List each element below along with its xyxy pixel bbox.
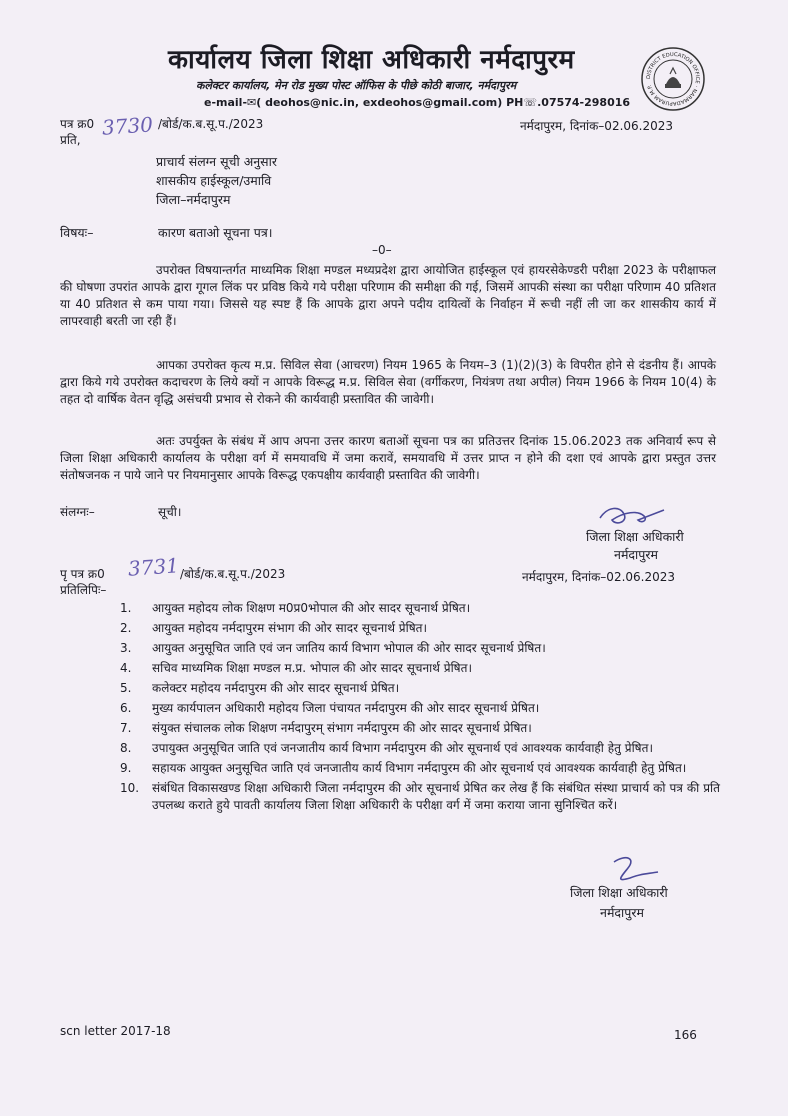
list-item-text: सचिव माध्यमिक शिक्षा मण्डल म.प्र. भोपाल की ओर सादर सूचनार्थ प्रेषित। bbox=[152, 661, 472, 675]
copy-ref-prefix: पृ पत्र क्र0 bbox=[60, 567, 105, 581]
to-label: प्रति, bbox=[60, 133, 81, 147]
list-item-text: आयुक्त महोदय नर्मदापुरम संभाग की ओर सादर सूचनार्थ प्रेषित। bbox=[152, 621, 428, 635]
recipient-line: शासकीय हाईस्कूल/उमावि bbox=[156, 173, 272, 188]
list-item bbox=[120, 720, 720, 737]
enclosure-text: सूची। bbox=[158, 505, 182, 519]
letter-date: नर्मदापुरम, दिनांक–02.06.2023 bbox=[520, 119, 674, 133]
list-item-number: 1. bbox=[120, 601, 132, 615]
list-item-number: 6. bbox=[120, 701, 132, 715]
enclosure-label: संलग्नः– bbox=[60, 505, 95, 519]
list-item-number: 5. bbox=[120, 681, 132, 695]
list-item-number: 8. bbox=[120, 741, 132, 755]
recipient-line: जिला–नर्मदापुरम bbox=[156, 192, 231, 207]
letter-ref-handwritten: 3730 bbox=[101, 112, 154, 140]
list-item bbox=[120, 600, 720, 617]
office-title: कार्यालय जिला शिक्षा अधिकारी नर्मदापुरम bbox=[168, 45, 575, 75]
list-item-number: 2. bbox=[120, 621, 132, 635]
copy-label: प्रतिलिपिः– bbox=[60, 583, 107, 597]
copy-ref-handwritten: 3731 bbox=[127, 553, 180, 581]
list-item-text: संयुक्त संचालक लोक शिक्षण नर्मदापुरम् संभाग नर्मदापुरम की ओर सादर सूचनार्थ प्रेषित। bbox=[152, 721, 532, 735]
list-item-text: कलेक्टर महोदय नर्मदापुरम की ओर सादर सूचनार्थ प्रेषित। bbox=[152, 681, 400, 695]
seal-text: DISTRICT EDUCATION OFFICE · NARMADAPURAM M.P. bbox=[645, 51, 701, 107]
copy-ref-suffix: /बोर्ड/क.ब.सू.प./2023 bbox=[180, 567, 286, 581]
subject-label: विषयः– bbox=[60, 225, 94, 240]
list-item-text: सहायक आयुक्त अनुसूचित जाति एवं जनजातीय कार्य विभाग नर्मदापुरम की ओर सूचनार्थ एवं आवश्यक कार्यवाही हेतु प्रेषित। bbox=[152, 761, 687, 775]
office-address: कलेक्टर कार्यालय, मेन रोड मुख्य पोस्ट ऑफिस के पीछे कोठी बाजार, नर्मदापुरम bbox=[196, 79, 517, 92]
body-paragraph: उपरोक्त विषयान्तर्गत माध्यमिक शिक्षा मण्डल मध्यप्रदेश द्वारा आयोजित हाईस्कूल एवं हायरसेकेण्डरी परीक्षा 2023 के परीक्षाफल की घोषणा उपरांत आपके द्वारा गूगल लिंक पर प्रविष्ठ किये गये परीक्षा परिणाम की समीक्षा की गई, जिसमें आपकी संस्था का परीक्षा परिणाम 40 प्रतिशत या 40 प्रतिशत से कम पाया गया। जिससे यह स्पष्ट हैं कि आपके द्वारा अपने पदीय दायित्वों के निर्वाहन में रूची नहीं ली जा कर शासकीय कार्य में लापरवाही बरती जा रही हैं। bbox=[60, 263, 716, 328]
list-item-text: संबंधित विकासखण्ड शिक्षा अधिकारी जिला नर्मदापुरम की ओर सूचनार्थ प्रेषित कर लेख हैं कि संबंधित संस्था प्राचार्य को पत्र की प्रति उपलब्ध कराते हुये पावती कार्यालय जिला शिक्षा अधिकारी के परीक्षा वर्ग में जमा कराया जाना सुनिश्चित करें। bbox=[152, 781, 720, 812]
list-item bbox=[120, 780, 720, 814]
letter-ref-prefix: पत्र क्र0 bbox=[60, 117, 95, 131]
list-item-number: 4. bbox=[120, 661, 132, 675]
recipient-line: प्राचार्य संलग्न सूची अनुसार bbox=[156, 154, 277, 169]
list-item bbox=[120, 660, 720, 677]
signature-place: नर्मदापुरम bbox=[614, 547, 658, 562]
signature bbox=[606, 852, 666, 888]
list-item bbox=[120, 640, 720, 657]
list-item-number: 3. bbox=[120, 641, 132, 655]
list-item-number: 9. bbox=[120, 761, 132, 775]
signature-place: नर्मदापुरम bbox=[600, 905, 644, 920]
body-paragraph: आपका उपरोक्त कृत्य म.प्र. सिविल सेवा (आचरण) नियम 1965 के नियम–3 (1)(2)(3) के विपरीत होने से दंडनीय हैं। आपके द्वारा किये गये उपरोक्त कदाचरण के लिये क्यों न आपके विरूद्ध म.प्र. सिविल सेवा (वर्गीकरण, नियंत्रण तथा अपील) नियम 1966 के नियम 10(4) के तहत दो वार्षिक वेतन वृद्धि असंचयी प्रभाव से रोकने की कार्यवाही प्रस्तावित की जावेगी। bbox=[60, 358, 716, 406]
list-item-number: 10. bbox=[120, 781, 140, 795]
list-item-text: मुख्य कार्यपालन अधिकारी महोदय जिला पंचायत नर्मदापुरम की ओर सादर सूचनार्थ प्रेषित। bbox=[152, 701, 540, 715]
list-item-text: उपायुक्त अनुसूचित जाति एवं जनजातीय कार्य विभाग नर्मदापुरम की ओर सूचनार्थ एवं आवश्यक कार्यवाही हेतु प्रेषित। bbox=[152, 741, 654, 755]
body-paragraph: अतः उपर्युक्त के संबंध में आप अपना उत्तर कारण बताओं सूचना पत्र का प्रतिउत्तर दिनांक 15.06.2023 तक अनिवार्य रूप से जिला शिक्षा अधिकारी कार्यालय के परीक्षा वर्ग में समयावधि में जमा करावें, समयावधि में उत्तर प्राप्त न होने की दशा एवं आपके द्वारा प्रस्तुत उत्तर संतोषजनक न पाये जाने पर नियमानुसार आपके विरूद्ध एकपक्षीय कार्यवाही प्रस्तावित की जावेगी। bbox=[60, 434, 716, 482]
signature-title: जिला शिक्षा अधिकारी bbox=[570, 885, 668, 900]
list-item bbox=[120, 760, 720, 777]
page-number: 166 bbox=[674, 1028, 697, 1042]
separator: –0– bbox=[372, 243, 392, 257]
copy-recipients-list bbox=[120, 600, 720, 817]
copy-date: नर्मदापुरम, दिनांक–02.06.2023 bbox=[522, 570, 676, 584]
signature bbox=[594, 500, 674, 530]
file-note: scn letter 2017-18 bbox=[60, 1024, 171, 1038]
subject-text: कारण बताओ सूचना पत्र। bbox=[158, 225, 273, 240]
list-item bbox=[120, 680, 720, 697]
list-item bbox=[120, 740, 720, 757]
list-item-number: 7. bbox=[120, 721, 132, 735]
list-item-text: आयुक्त महोदय लोक शिक्षण म0प्र0भोपाल की ओर सादर सूचनार्थ प्रेषित। bbox=[152, 601, 471, 615]
signature-title: जिला शिक्षा अधिकारी bbox=[586, 529, 684, 544]
letter-ref-suffix: /बोर्ड/क.ब.सू.प./2023 bbox=[158, 117, 264, 131]
office-contact: e-mail-✉( deohos@nic.in, exdeohos@gmail.com) PH☏.07574-298016 bbox=[204, 96, 631, 109]
district-education-office-seal bbox=[640, 46, 706, 112]
list-item bbox=[120, 620, 720, 637]
list-item-text: आयुक्त अनुसूचित जाति एवं जन जातिय कार्य विभाग भोपाल की ओर सादर सूचनार्थ प्रेषित। bbox=[152, 641, 546, 655]
list-item bbox=[120, 700, 720, 717]
